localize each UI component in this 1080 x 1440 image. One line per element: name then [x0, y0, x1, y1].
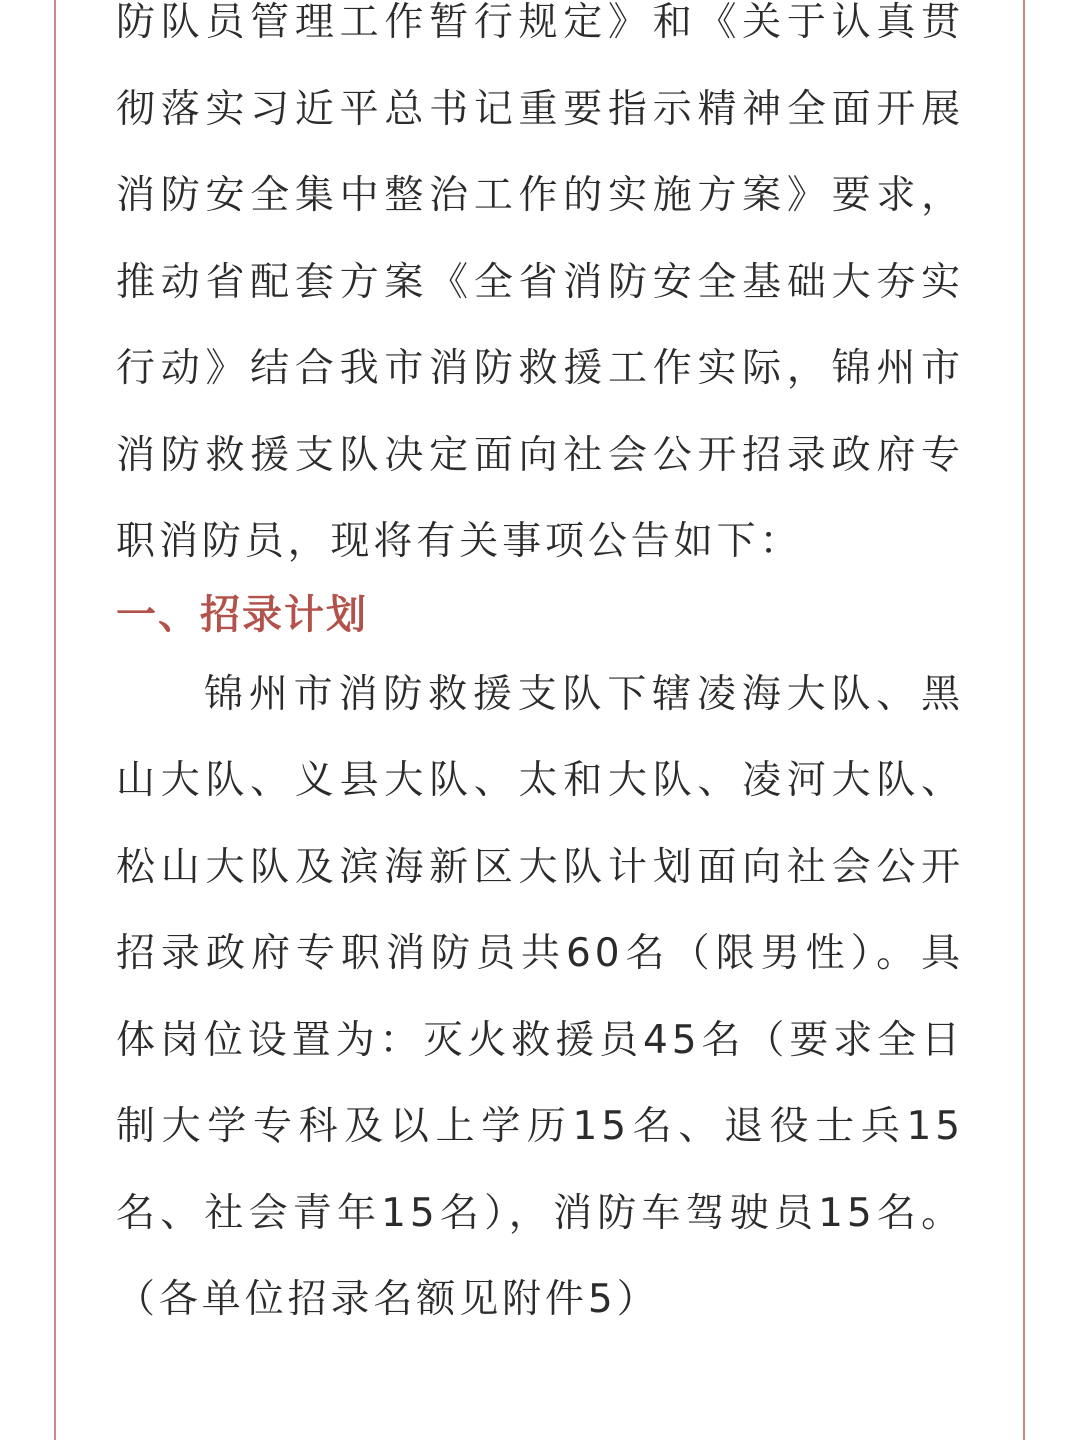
plan-paragraph: 锦州市消防救援支队下辖凌海大队、黑山大队、义县大队、太和大队、凌河大队、松山大队及滨海新区大队计划面向社会公开招录政府专职消防员共60名（限男性）。具体岗位设置为：灭火救援员45名（要求全日制大学专科及以上学历15名、退役士兵15名、社会青年15名），消防车驾驶员15名。（各单位招录名额见附件5）	[116, 671, 964, 1322]
right-border-line	[1023, 0, 1025, 1440]
section-heading: 一、招录计划	[116, 591, 368, 638]
left-border-line	[54, 0, 56, 1440]
plan-paragraph-wrapper	[116, 652, 964, 1344]
article-body	[116, 0, 964, 1344]
intro-paragraph: 防队员管理工作暂行规定》和《关于认真贯彻落实习近平总书记重要指示精神全面开展消防安全集中整治工作的实施方案》要求，推动省配套方案《全省消防安全基础大夯实行动》结合我市消防救援工作实际，锦州市消防救援支队决定面向社会公开招录政府专职消防员，现将有关事项公告如下：	[116, 0, 964, 564]
